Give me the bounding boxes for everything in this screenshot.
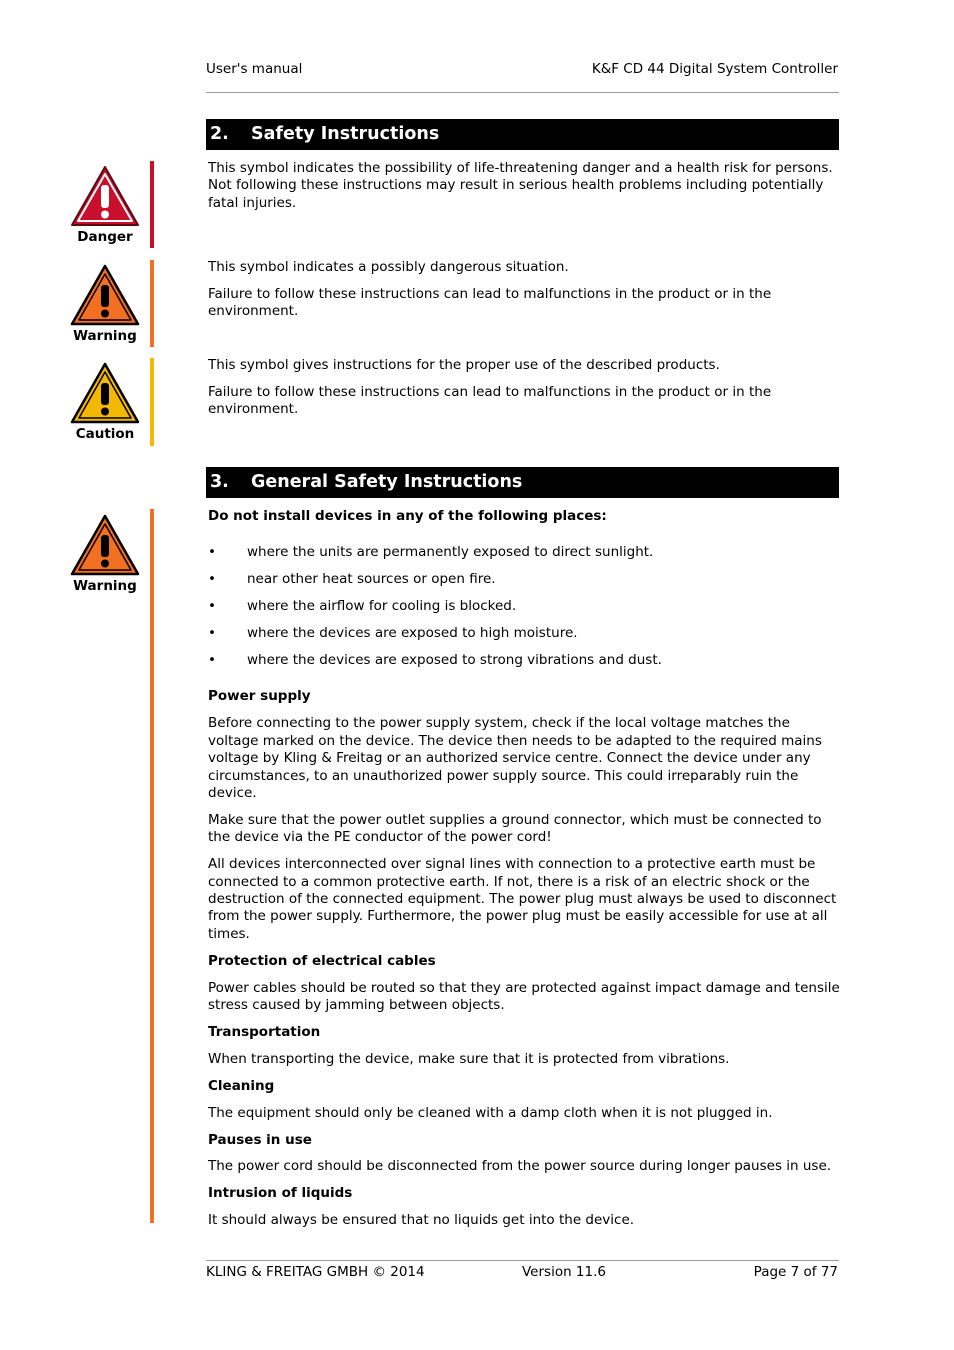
power-supply-paragraph: Before connecting to the power supply system, check if the local voltage matches the voltage marked on the device. The device then needs to be adapted to the required mains voltage by Kling & Freitag or an authorized service centre. Connect the device under any circumstances, to an unauthorized power supply source. This could irreparably ruin the device. bbox=[208, 715, 822, 801]
warning-label: Warning bbox=[73, 328, 137, 344]
danger-paragraph: This symbol indicates the possibility of life-threatening danger and a health risk for persons. Not following these instructions may result in serious health problems including potentially fatal injuries. bbox=[208, 160, 833, 211]
header-doc-type: User's manual bbox=[206, 61, 303, 77]
warning-triangle-icon bbox=[70, 514, 140, 576]
warning-paragraph: This symbol indicates a possibly dangerous situation. bbox=[208, 259, 569, 275]
general-warning-symbol bbox=[68, 514, 142, 595]
bullet-icon: • bbox=[208, 544, 216, 561]
danger-triangle-icon bbox=[70, 165, 140, 227]
transport-paragraph: When transporting the device, make sure that it is protected from vibrations. bbox=[208, 1050, 730, 1067]
cleaning-paragraph: The equipment should only be cleaned with a damp cloth when it is not plugged in. bbox=[208, 1104, 773, 1121]
warning-label: Warning bbox=[73, 578, 137, 594]
list-item: • near other heat sources or open fire. bbox=[208, 571, 496, 588]
danger-label: Danger bbox=[77, 229, 133, 245]
footer-company: KLING & FREITAG GMBH © 2014 bbox=[206, 1264, 425, 1280]
section-2-heading bbox=[206, 119, 839, 150]
bullet-icon: • bbox=[208, 571, 216, 588]
cables-paragraph: Power cables should be routed so that they are protected against impact damage and tensile stress caused by jamming between objects. bbox=[208, 979, 840, 1013]
power-supply-paragraph: All devices interconnected over signal lines with connection to a protective earth must be connected to a common protective earth. If not, there is a risk of an electric shock or the destruction of the connected equipment. The power plug must always be used to disconnect from the power supply. Furthermore, the power plug must be easily accessible for use at all times. bbox=[208, 856, 837, 942]
header-divider bbox=[206, 92, 839, 93]
caution-side-bar bbox=[150, 358, 154, 446]
bullet-icon: • bbox=[208, 598, 216, 614]
list-item: • where the airflow for cooling is blocked. bbox=[208, 598, 517, 614]
power-supply-paragraph: Make sure that the power outlet supplies a ground connector, which must be connected to the device via the PE conductor of the power cord! bbox=[208, 811, 822, 846]
warning-description bbox=[208, 259, 840, 330]
cables-heading: Protection of electrical cables bbox=[208, 952, 436, 969]
footer-version: Version 11.6 bbox=[522, 1264, 606, 1280]
warning-symbol bbox=[68, 264, 142, 345]
caution-paragraph: Failure to follow these instructions can lead to malfunctions in the product or in the environment. bbox=[208, 383, 772, 418]
caution-description bbox=[208, 357, 840, 428]
bullet-icon: • bbox=[208, 651, 216, 668]
section-3-heading bbox=[206, 467, 839, 498]
footer-page-number: Page 7 of 77 bbox=[753, 1264, 838, 1280]
header-product-name: K&F CD 44 Digital System Controller bbox=[591, 61, 838, 77]
list-item: • where the devices are exposed to strong vibrations and dust. bbox=[208, 651, 662, 668]
footer-divider bbox=[206, 1260, 839, 1261]
pauses-paragraph: The power cord should be disconnected from the power source during longer pauses in use. bbox=[208, 1158, 832, 1175]
bullet-icon: • bbox=[208, 624, 216, 641]
danger-description bbox=[208, 160, 840, 222]
general-safety-body bbox=[208, 508, 840, 1239]
caution-triangle-icon bbox=[70, 362, 140, 424]
install-intro: Do not install devices in any of the following places: bbox=[208, 508, 607, 524]
section-title: Safety Instructions bbox=[251, 124, 440, 144]
section-number: 3. bbox=[210, 472, 229, 492]
warning-side-bar bbox=[150, 260, 154, 347]
liquids-paragraph: It should always be ensured that no liquids get into the device. bbox=[208, 1212, 635, 1229]
caution-paragraph: This symbol gives instructions for the proper use of the described products. bbox=[208, 357, 720, 373]
general-warning-side-bar bbox=[150, 509, 154, 1223]
caution-symbol bbox=[68, 362, 142, 443]
cleaning-heading: Cleaning bbox=[208, 1077, 275, 1094]
install-restrictions-list bbox=[208, 544, 840, 678]
warning-paragraph: Failure to follow these instructions can lead to malfunctions in the product or in the environment. bbox=[208, 285, 772, 320]
power-supply-heading: Power supply bbox=[208, 688, 311, 705]
caution-label: Caution bbox=[75, 426, 135, 442]
list-item: • where the devices are exposed to high moisture. bbox=[208, 624, 578, 641]
warning-triangle-icon bbox=[70, 264, 140, 326]
liquids-heading: Intrusion of liquids bbox=[208, 1185, 353, 1202]
section-title: General Safety Instructions bbox=[251, 472, 523, 492]
danger-symbol bbox=[68, 165, 142, 246]
transport-heading: Transportation bbox=[208, 1023, 321, 1040]
danger-side-bar bbox=[150, 161, 154, 248]
section-number: 2. bbox=[210, 124, 229, 144]
pauses-heading: Pauses in use bbox=[208, 1131, 312, 1148]
list-item: • where the units are permanently exposed to direct sunlight. bbox=[208, 544, 654, 561]
